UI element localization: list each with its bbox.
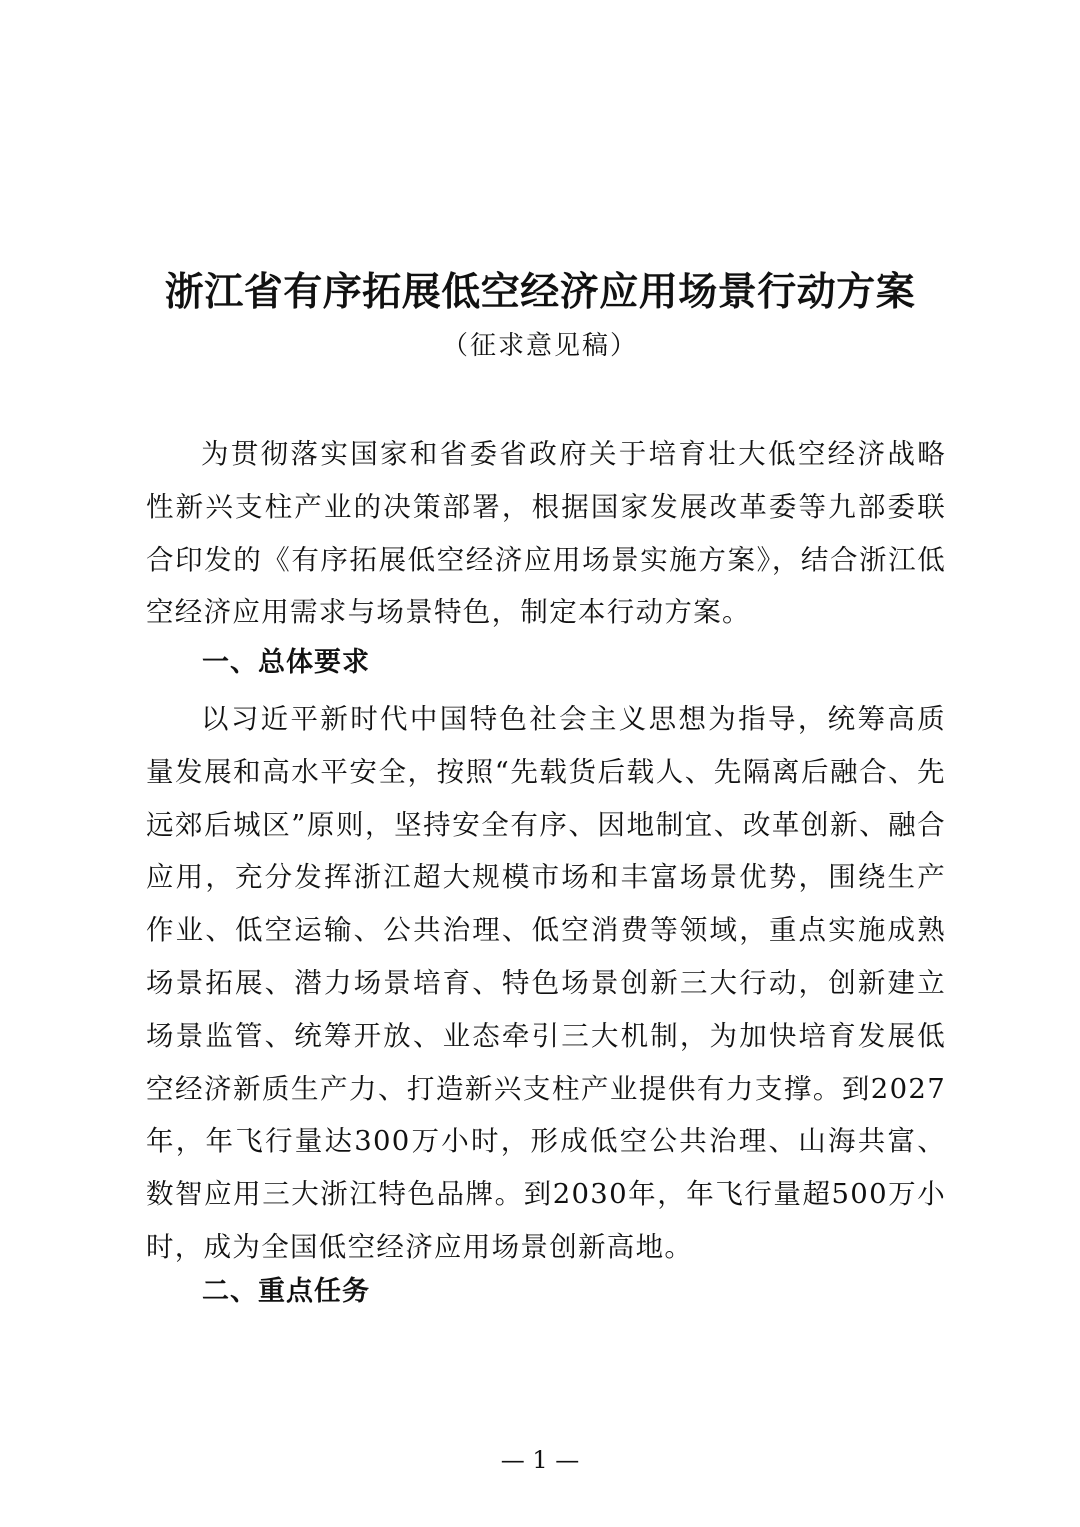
document-title: 浙江省有序拓展低空经济应用场景行动方案 xyxy=(164,269,916,315)
document-subtitle: （征求意见稿） xyxy=(441,331,638,361)
section-heading-2: 二、重点任务 xyxy=(202,1276,370,1307)
section1-block xyxy=(146,693,946,1274)
section1-paragraph: 以习近平新时代中国特色社会主义思想为指导，统筹高质量发展和高水平安全，按照“先载货后载人、先隔离后融合、先远郊后城区”原则，坚持安全有序、因地制宜、改革创新、融合应用，充分发挥浙江超大规模市场和丰富场景优势，围绕生产作业、低空运输、公共治理、低空消费等领域，重点实施成熟场景拓展、潜力场景培育、特色场景创新三大行动，创新建立场景监管、统筹开放、业态牵引三大机制，为加快培育发展低空经济新质生产力、打造新兴支柱产业提供有力支撑。到2027年，年飞行量达300万小时，形成低空公共治理、山海共富、数智应用三大浙江特色品牌。到2030年，年飞行量超500万小时，成为全国低空经济应用场景创新高地。 xyxy=(146,703,946,1263)
page-number: — 1 — xyxy=(500,1446,580,1474)
intro-paragraph: 为贯彻落实国家和省委省政府关于培育壮大低空经济战略性新兴支柱产业的决策部署，根据国家发展改革委等九部委联合印发的《有序拓展低空经济应用场景实施方案》，结合浙江低空经济应用需求与场景特色，制定本行动方案。 xyxy=(146,438,946,629)
section-heading-1: 一、总体要求 xyxy=(202,647,370,678)
intro-block xyxy=(146,428,946,639)
